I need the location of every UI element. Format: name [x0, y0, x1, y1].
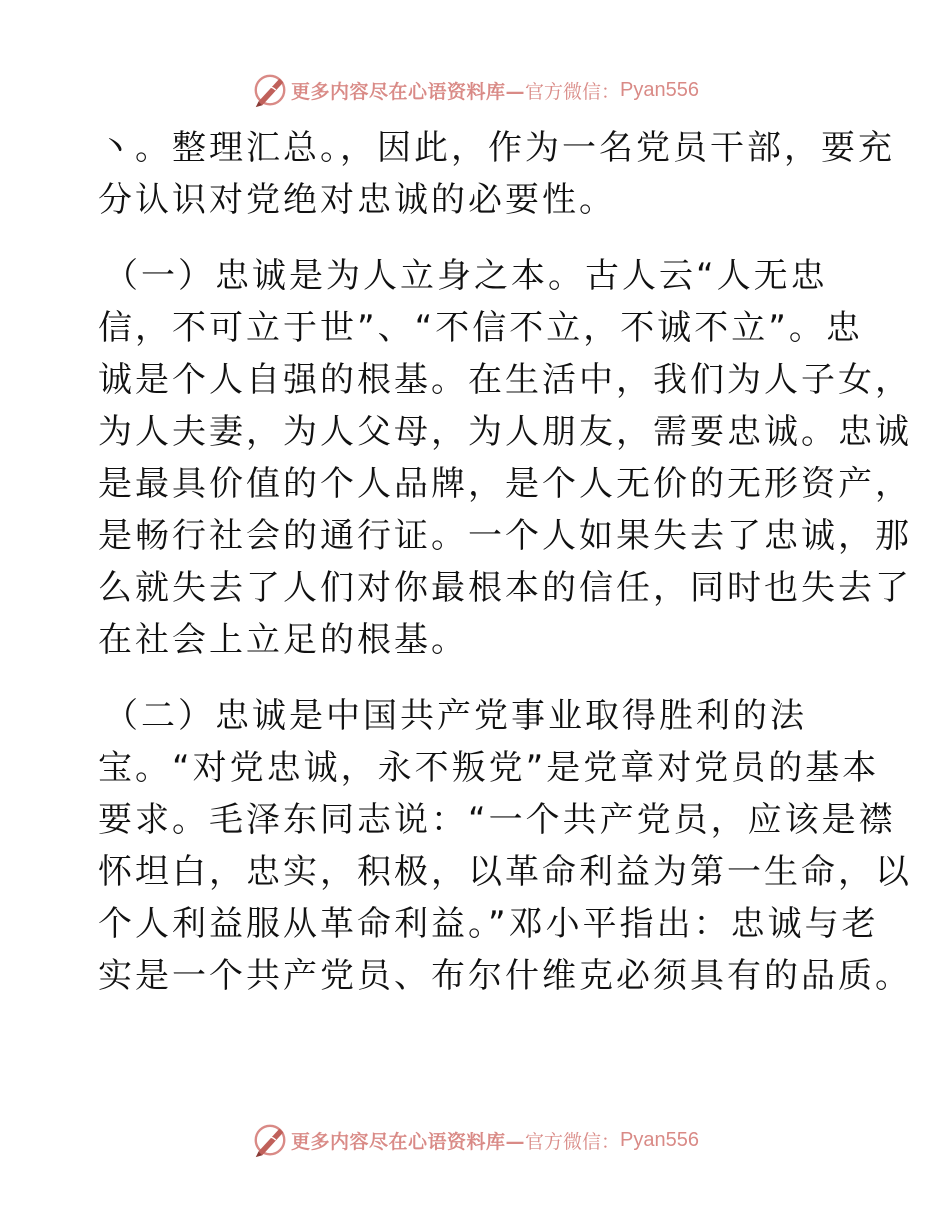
text-line: 怀坦白，忠实，积极，以革命利益为第一生命，以 — [98, 852, 912, 892]
paragraph-section-one — [98, 250, 912, 666]
section-heading-line: （二）忠诚是中国共产党事业取得胜利的法 — [104, 696, 807, 736]
watermark-wechat-label: 官方微信： — [525, 80, 621, 103]
pen-logo-icon — [251, 1121, 289, 1159]
text-line: 为人夫妻，为人父母，为人朋友，需要忠诚。忠诚 — [98, 412, 912, 452]
watermark-wechat-id: Pyan556 — [620, 78, 699, 101]
text-line: 是畅行社会的通行证。一个人如果失去了忠诚，那 — [98, 516, 912, 556]
text-line: 实是一个共产党员、布尔什维克必须具有的品质。 — [98, 956, 912, 996]
text-line: 是最具价值的个人品牌，是个人无价的无形资产， — [98, 464, 912, 504]
watermark-text: 更多内容尽在心语资料库— — [291, 1130, 526, 1153]
text-line: 么就失去了人们对你最根本的信任，同时也失去了 — [98, 568, 912, 608]
paragraph-section-two — [98, 690, 912, 1002]
section-heading-line: （一）忠诚是为人立身之本。古人云“人无忠 — [104, 256, 828, 296]
header-watermark — [0, 68, 950, 112]
watermark-text: 更多内容尽在心语资料库— — [291, 80, 526, 103]
text-line: 诚是个人自强的根基。在生活中，我们为人子女， — [98, 360, 912, 400]
text-line: 宝。“对党忠诚，永不叛党”是党章对党员的基本 — [98, 748, 880, 788]
text-line: 要求。毛泽东同志说：“一个共产党员，应该是襟 — [98, 800, 896, 840]
watermark-wechat-label: 官方微信： — [525, 1130, 621, 1153]
text-line: 丶。整理汇总。，因此，作为一名党员干部，要充 — [98, 128, 895, 168]
text-line: 在社会上立足的根基。 — [98, 620, 468, 660]
paragraph-intro — [98, 122, 895, 226]
pen-logo-icon — [251, 71, 289, 109]
text-line: 信，不可立于世”、“不信不立，不诚不立”。忠 — [98, 308, 863, 348]
document-body — [98, 122, 912, 1002]
text-line: 分认识对党绝对忠诚的必要性。 — [98, 180, 616, 220]
text-line: 个人利益服从革命利益。”邓小平指出：忠诚与老 — [98, 904, 879, 944]
footer-watermark — [0, 1118, 950, 1162]
watermark-wechat-id: Pyan556 — [620, 1128, 699, 1151]
